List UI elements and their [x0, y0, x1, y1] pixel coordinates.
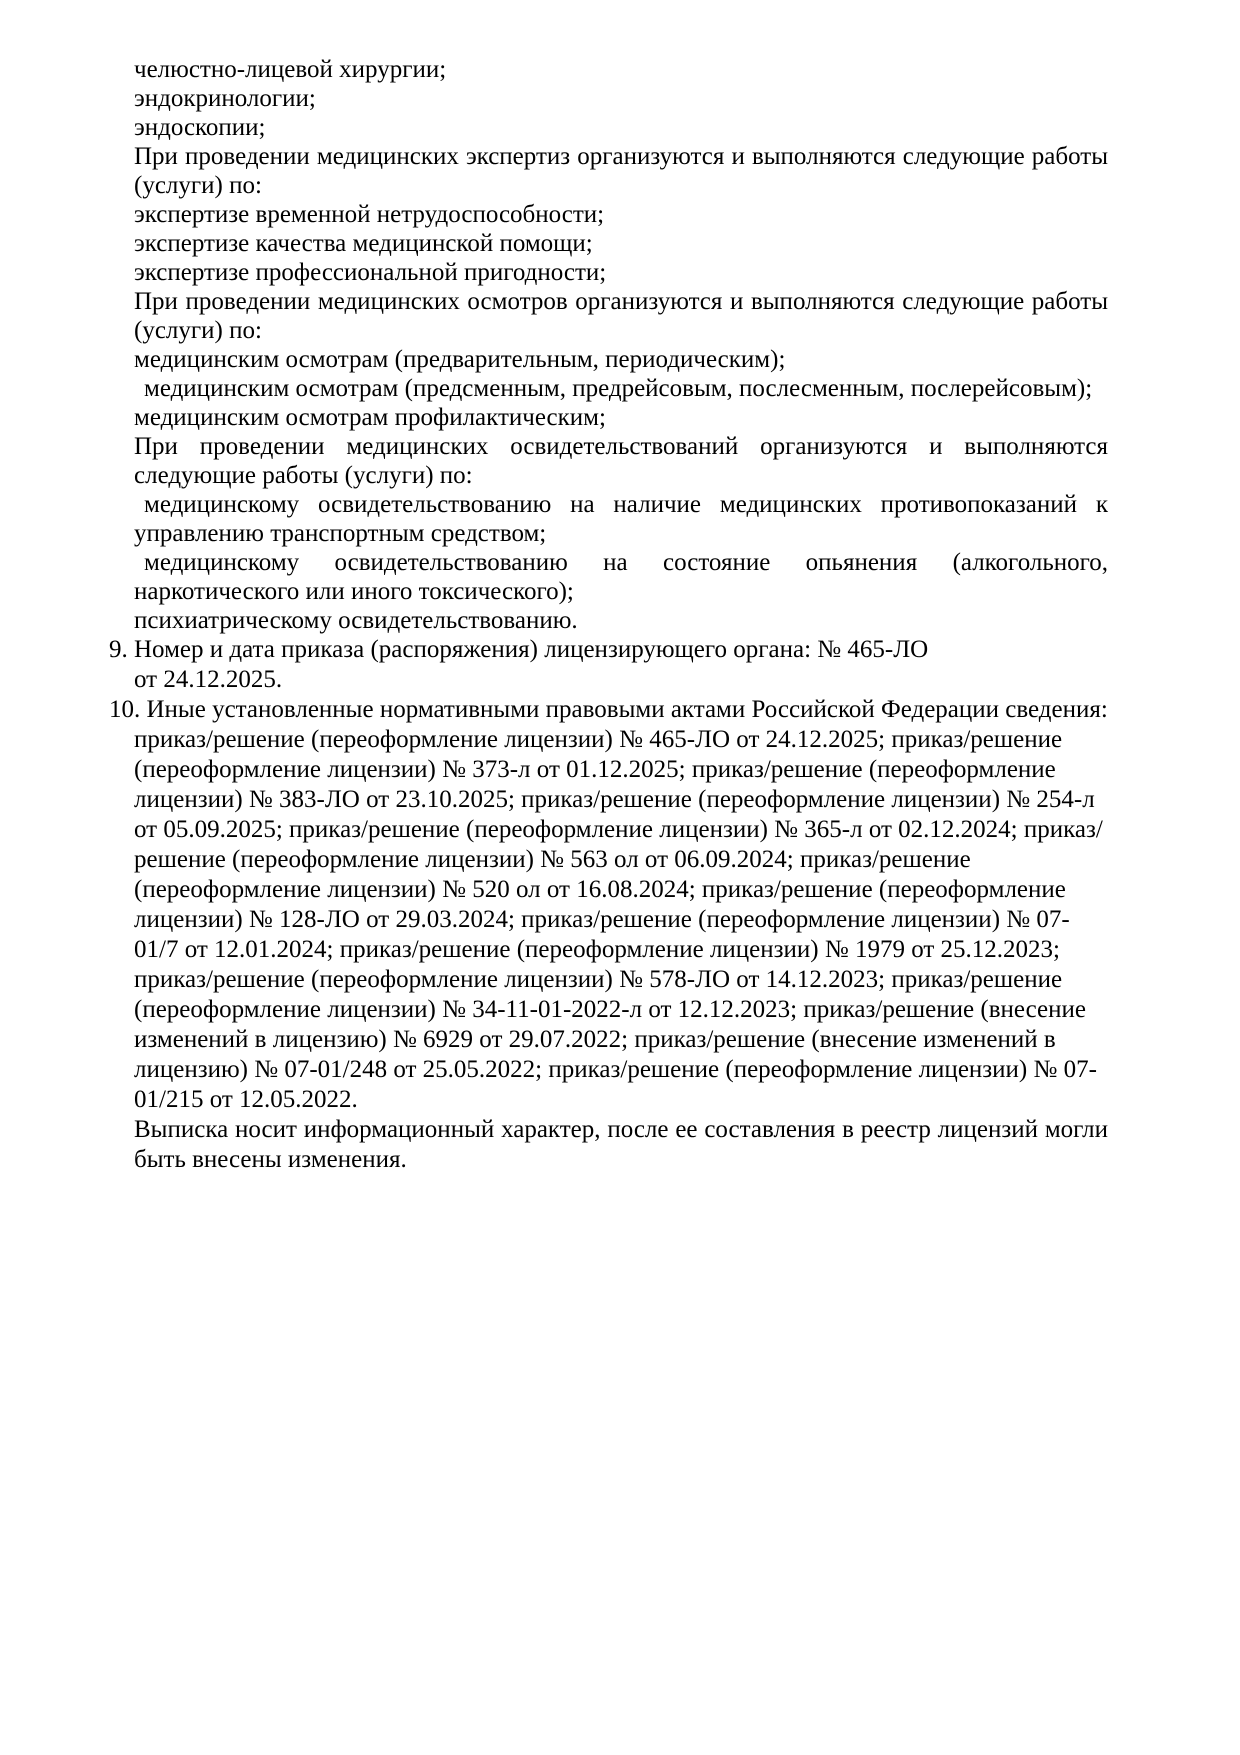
- service-item: эндокринологии;: [134, 85, 316, 112]
- item-9-line-2: от 24.12.2025.: [134, 666, 283, 693]
- service-item: экспертизе качества медицинской помощи;: [134, 230, 593, 257]
- item-9-line-1: 9. Номер и дата приказа (распоряжения) лицензирующего органа: № 465-ЛО: [109, 636, 929, 663]
- service-item: медицинскому освидетельствованию на состояние опьянения (алкогольного, наркотического или иного токсического);: [134, 549, 1108, 605]
- service-item: медицинским осмотрам (предсменным, предрейсовым, послесменным, послерейсовым);: [144, 375, 1093, 402]
- item-10-other-info: 10. Иные установленные нормативными правовыми актами Российской Федерации сведения: приказ/решение (переоформление лицензии) № 465-ЛО от 24.12.2025; приказ/решение (переоформление лицензии) № 373-л от 01.12.2025; приказ/решение (переоформление лицензии) № 383-ЛО от 23.10.2025; приказ/решение (переоформление лицензии) № 254-л от 05.09.2025; приказ/решение (переоформление лицензии) № 365-л от 02.12.2024; приказ/решение (переоформление лицензии) № 563 ол от 06.09.2024; приказ/решение (переоформление лицензии) № 520 ол от 16.08.2024; приказ/решение (переоформление лицензии) № 128-ЛО от 29.03.2024; приказ/решение (переоформление лицензии) № 07-01/7 от 12.01.2024; приказ/решение (переоформление лицензии) № 1979 от 25.12.2023; приказ/решение (переоформление лицензии) № 578-ЛО от 14.12.2023; приказ/решение (переоформление лицензии) № 34-11-01-2022-л от 12.12.2023; приказ/решение (внесение изменений в лицензию) № 6929 от 29.07.2022; приказ/решение (внесение изменений в лицензию) № 07-01/248 от 25.05.2022; приказ/решение (переоформление лицензии) № 07-01/215 от 12.05.2022.: [109, 696, 1108, 1113]
- item-9-order-number: [109, 635, 1108, 695]
- service-item: медицинским осмотрам профилактическим;: [134, 404, 606, 431]
- service-item: медицинскому освидетельствованию на наличие медицинских противопоказаний к управлению транспортным средством;: [134, 491, 1108, 547]
- service-item: психиатрическому освидетельствованию.: [134, 607, 578, 634]
- service-item: эндоскопии;: [134, 114, 266, 141]
- footer-note: Выписка носит информационный характер, после ее составления в реестр лицензий могли быть внесены изменения.: [134, 1116, 1108, 1173]
- service-paragraph: При проведении медицинских осмотров организуются и выполняются следующие работы (услуги) по:: [134, 288, 1108, 344]
- service-item: экспертизе временной нетрудоспособности;: [134, 201, 605, 228]
- service-item: челюстно-лицевой хирургии;: [134, 56, 447, 83]
- service-paragraph: При проведении медицинских экспертиз организуются и выполняются следующие работы (услуги) по:: [134, 143, 1108, 199]
- services-list: [134, 55, 1108, 635]
- service-paragraph: При проведении медицинских освидетельствований организуются и выполняются следующие работы (услуги) по:: [134, 433, 1108, 489]
- service-item: экспертизе профессиональной пригодности;: [134, 259, 607, 286]
- service-item: медицинским осмотрам (предварительным, периодическим);: [134, 346, 786, 373]
